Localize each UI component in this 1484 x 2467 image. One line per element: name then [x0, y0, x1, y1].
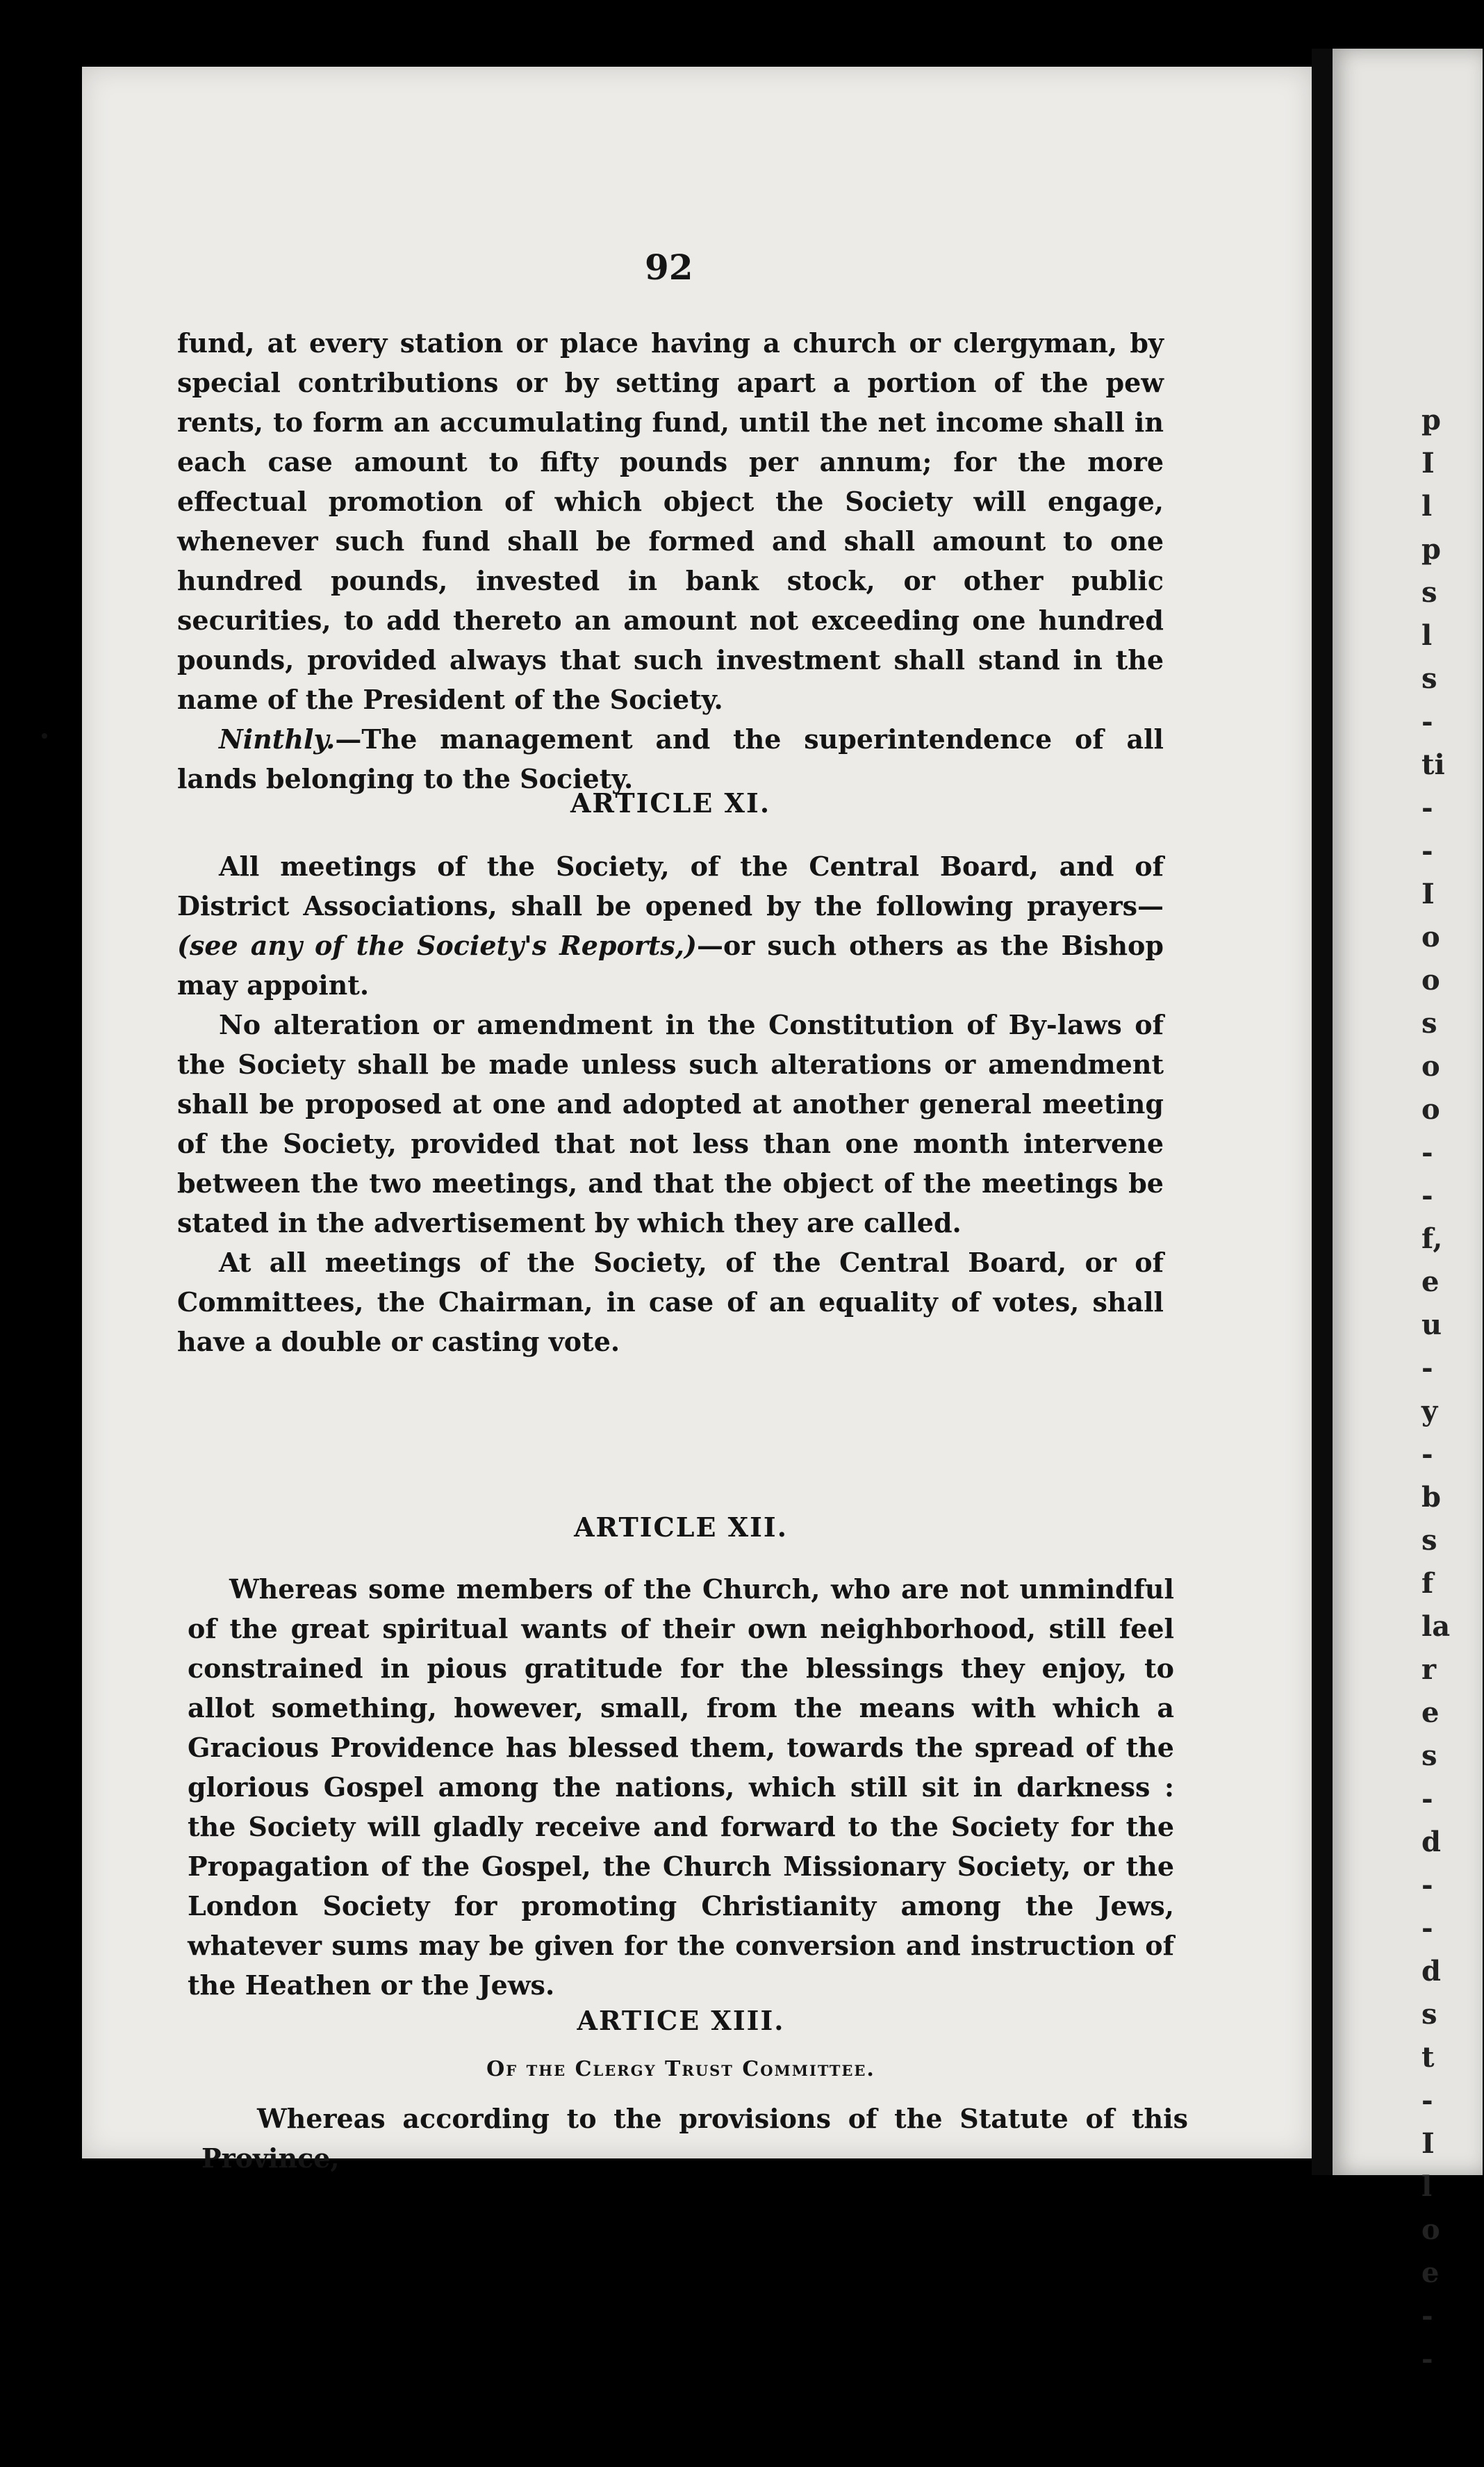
article-xii-heading: ARTICLE XII. — [574, 1511, 788, 1543]
article-xii-paragraph-1: Whereas some members of the Church, who are not unmindful of the great spiritual wants of their own neighborhood, still feel constrained in pious gratitude for the blessings they enjoy, to allot something, however, small, from the means with which a Gracious Providence has blessed them, towards the spread of the glorious Gospel among the nations, which still sit in darkness : the Society will gladly receive and forward to the Society for the Propagation of the Gospel, the Church Missionary Society, or the London Society for promoting Christianity among the Jews, whatever sums may be given for the conversion and instruction of the Heathen or the Jews. — [188, 1573, 1174, 2001]
article-xiii-heading: ARTICE XIII. — [577, 2005, 785, 2036]
right-page-edge — [1333, 49, 1483, 2375]
text-block-article-xi — [177, 846, 1164, 1361]
article-xi-paragraph-1 — [177, 846, 1164, 1005]
scan-speck — [42, 733, 47, 739]
article-xi-heading: ARTICLE XI. — [570, 787, 771, 819]
article-xi-p1-reference: (see any of the Society's Reports,) — [177, 930, 697, 961]
article-xi-paragraph-3: At all meetings of the Society, of the Central Board, or of Committees, the Chairman, in case of an equality of votes, shall have a double or casting vote. — [177, 1247, 1164, 1357]
paragraph-fund: fund, at every station or place having a church or clergyman, by special contributions or by setting apart a portion of the pew rents, to form an accumulating fund, until the net income shall in each case amount to fifty pounds per annum; for the more effectual promotion of which object the Society will engage, whenever such fund shall be formed and shall amount to one hundred pounds, invested in bank stock, or other public securities, to add thereto an amount not exceeding one hundred pounds, provided always that such investment shall stand in the name of the President of the Society. — [177, 327, 1164, 715]
right-page-text-fragments: p I l p s l s - ti - - I o o s o o - - f, e u - y - b s f la r e s - d - - d s t - I l o e - - — [1421, 404, 1451, 2375]
book-gutter — [1312, 49, 1333, 2175]
article-xiii-paragraph-1: Whereas according to the provisions of the Statute of this Province, — [201, 2103, 1188, 2174]
article-xi-paragraph-2: No alteration or amendment in the Constitution of By-laws of the Society shall be made unless such alterations or amendment shall be proposed at one and adopted at another general meeting of the Society, provided that not less than one month intervene between the two meetings, and that the object of the meetings be stated in the advertisement by which they are called. — [177, 1009, 1164, 1238]
text-block-article-xiii — [201, 2099, 1188, 2178]
ninthly-label: Ninthly. — [219, 723, 336, 755]
text-block-article-xii — [188, 1569, 1174, 2005]
text-block-top — [177, 323, 1164, 798]
article-xiii-subheading: Of the Clergy Trust Committee. — [486, 2057, 875, 2081]
article-xi-p1-start: All meetings of the Society, of the Central Board, and of District Associations, shall be opened by the following prayers— — [177, 851, 1164, 921]
ninthly-text: —The management and the superintendence of all lands belonging to the Society. — [177, 723, 1164, 794]
page-number: 92 — [645, 247, 693, 288]
paragraph-ninthly — [177, 719, 1164, 798]
article-xi-p1-end: —or such others as the Bishop may appoint. — [177, 930, 1164, 1001]
